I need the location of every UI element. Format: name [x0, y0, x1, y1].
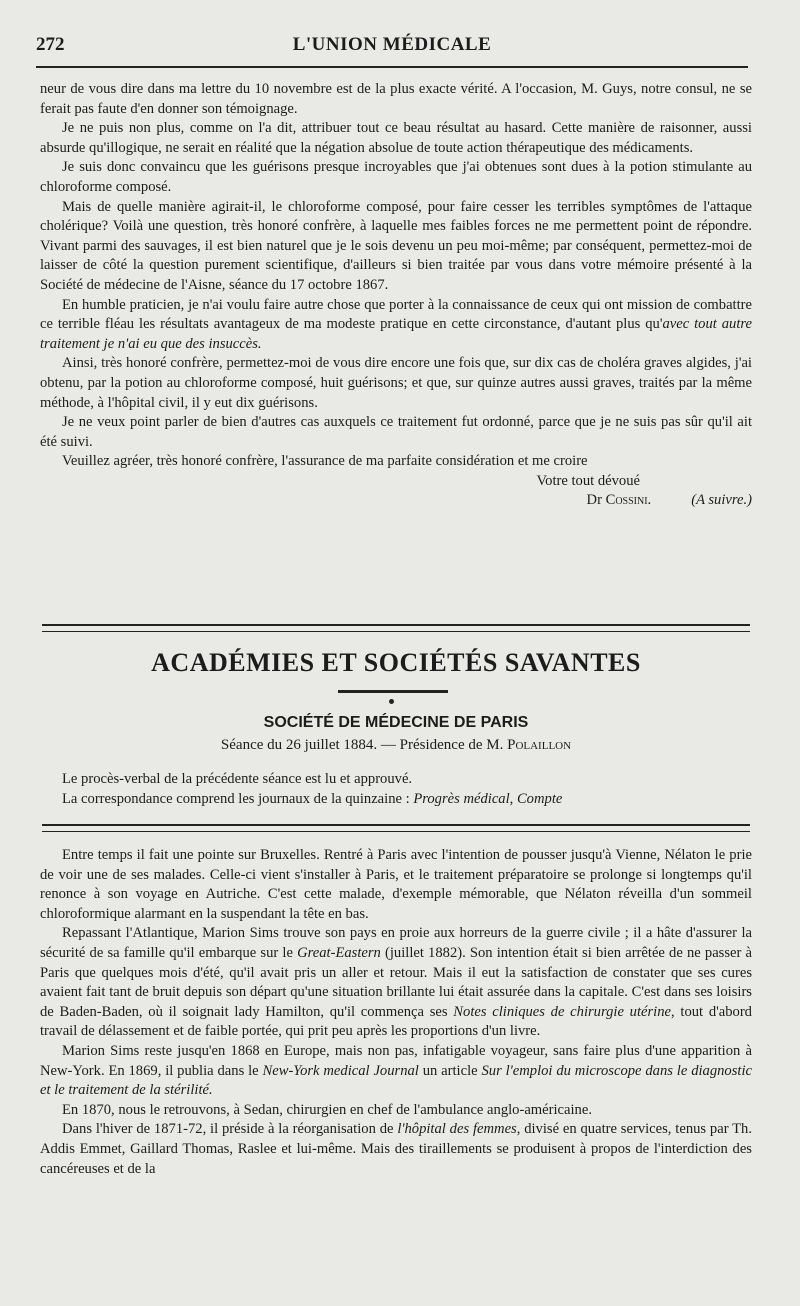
- letter-paragraph: Je ne puis non plus, comme on l'a dit, attribuer tout ce beau résultat au hasard. Cette manière de raisonner, aussi absurde qu'illogique, ne serait en réalité que la négation absolue de toute action thérapeutique des médicaments.: [40, 120, 752, 156]
- letter-italic: avec tout autre traitement je n'ai eu que des insuccès.: [40, 316, 752, 352]
- letter-text: En humble praticien, je n'ai voulu faire autre chose que porter à la connaissance de ceux qui ont mission de combattre ce terrible fléau les résultats avantageux de ma modeste pratique en cette circonstance, d'autant plus qu': [40, 296, 752, 333]
- session-line: [40, 737, 752, 754]
- page-number: 272: [36, 34, 65, 55]
- page-header: [36, 34, 748, 58]
- letter-signature: [40, 491, 752, 511]
- society-title: SOCIÉTÉ DE MÉDECINE DE PARIS: [263, 714, 529, 731]
- to-be-continued: (A suivre.): [691, 492, 752, 509]
- book-title: Notes cliniques de chirurgie utérine: [453, 1003, 672, 1020]
- section-paragraph: [40, 790, 752, 810]
- ship-name: Great-Eastern: [297, 944, 381, 961]
- feuilleton-paragraph: En 1870, nous le retrouvons, à Sedan, chirurgien en chef de l'ambulance anglo-américaine.: [62, 1101, 592, 1118]
- letter-paragraph: Ainsi, très honoré confrère, permettez-moi de vous dire encore une fois que, sur dix cas de choléra graves algides, j'ai obtenu, par la potion au chloroforme composé, huit guérisons; et que, sur quinze autres aussi graves, traités par la même méthode, à l'hôpital civil, il y eut dix guérisons.: [40, 355, 752, 411]
- president-name: Polaillon: [507, 737, 572, 753]
- feuilleton-text: , divisé en quatre services, tenus par Th. Addis Emmet, Gaillard Thomas, Raslee et lui-même. Mais des tiraillements se produisent à propos de l'interdiction des cancéreuses et de la: [40, 1121, 752, 1177]
- feuilleton-rule: [42, 824, 750, 832]
- feuilleton-text: Marion Sims reste jusqu'en 1868 en Europe, mais non pas, infatigable voyageur, sans faire plus d'une apparition à New-York. En 1869, il publia dans le: [40, 1042, 752, 1079]
- letter-paragraph: Je ne veux point parler de bien d'autres cas auxquels ce traitement fut ordonné, parce que je ne suis pas sûr qu'il ait été suivi.: [40, 414, 752, 450]
- section-paragraph: Le procès-verbal de la précédente séance est lu et approuvé.: [62, 771, 413, 787]
- journal-title: L'UNION MÉDICALE: [292, 34, 492, 55]
- feuilleton-paragraph: [40, 924, 752, 1042]
- section-text: La correspondance comprend les journaux de la quinzaine :: [62, 790, 414, 807]
- letter-paragraph: Veuillez agréer, très honoré confrère, l'assurance de ma parfaite considération et me croire: [62, 453, 588, 470]
- article-title: Sur l'emploi du microscope dans le diagnostic et le traitement de la stérilité.: [40, 1062, 752, 1099]
- title-ornament: [389, 699, 394, 704]
- letter-body: [40, 80, 752, 511]
- signature-name: Cossini.: [605, 492, 652, 509]
- section-rule: [42, 624, 750, 632]
- feuilleton-text: , tout d'abord travail de délassement et de faible portée, qui prit peu après les proportions d'un livre.: [40, 1003, 752, 1040]
- header-rule: [36, 66, 748, 68]
- letter-paragraph: Je suis donc convaincu que les guérisons presque incroyables que j'ai obtenues sont dues à la potion stimulante au chloroforme composé.: [40, 159, 752, 195]
- feuilleton-text: un article: [418, 1062, 482, 1079]
- feuilleton-paragraph: Entre temps il fait une pointe sur Bruxelles. Rentré à Paris avec l'intention de pousser jusqu'à Vienne, Nélaton le prie de voir une de ses malades. Celle-ci vient s'installer à Paris, et le traitement préparatoire se prolonge si longtemps qu'il renonce à son voyage en Autriche. C'est cette malade, d'exemple mémorable, que Nélaton réveilla d'un sommeil chloroformique alarmant en la suspendant la tête en bas.: [40, 847, 752, 922]
- feuilleton-body: [40, 846, 752, 1179]
- letter-paragraph: Mais de quelle manière agirait-il, le chloroforme composé, pour faire cesser les terribles symptômes de l'attaque cholérique? Voilà une question, très honoré confrère, à laquelle mes faibles forces ne me permettent point de répondre. Vivant parmi des sauvages, il est bien naturel que je le sois devenu un peu moi-même; par conséquent, permettez-moi de laisser de côté la question purement scientifique, d'ailleurs si bien traitée par vous dans votre mémoire présenté à la Société de médecine de l'Aisne, séance du 17 octobre 1867.: [40, 198, 752, 293]
- letter-paragraph: neur de vous dire dans ma lettre du 10 novembre est de la plus exacte vérité. A l'occasion, M. Guys, notre consul, ne se ferait pas faute d'en donner son témoignage.: [40, 81, 752, 117]
- hospital-name: l'hôpital des femmes: [397, 1121, 517, 1138]
- feuilleton-text: Dans l'hiver de 1871-72, il préside à la réorganisation de: [62, 1121, 398, 1138]
- section-italic: Progrès médical, Compte: [413, 790, 563, 807]
- section-body: [40, 770, 752, 809]
- feuilleton-paragraph: [40, 1042, 752, 1101]
- letter-paragraph: [40, 296, 752, 355]
- session-text: Séance du 26 juillet 1884. — Présidence de M.: [220, 737, 508, 753]
- signature-prefix: Dr: [586, 492, 606, 509]
- letter-closing: Votre tout dévoué: [536, 472, 640, 489]
- title-rule: [338, 690, 448, 693]
- journal-name: New-York medical Journal: [262, 1062, 419, 1079]
- section-title: ACADÉMIES ET SOCIÉTÉS SAVANTES: [151, 648, 641, 677]
- feuilleton-paragraph: [40, 1120, 752, 1179]
- feuilleton-text: (juillet 1882). Son intention était si bien arrêtée de ne passer à Paris que quelques mois d'été, qu'il avait pris un aller et retour. Mais il eut la satisfaction de constater que ses cures avaient fait tant de bruit depuis son départ qu'une situation brillante lui était assurée dans la capitale. C'est dans ses loisirs de Baden-Baden, où il soignait lady Hamilton, qu'il commença ses: [40, 944, 752, 1020]
- feuilleton-text: Repassant l'Atlantique, Marion Sims trouve son pays en proie aux horreurs de la guerre civile ; il a hâte d'assurer la sécurité de sa famille qu'il embarque sur le: [40, 925, 752, 961]
